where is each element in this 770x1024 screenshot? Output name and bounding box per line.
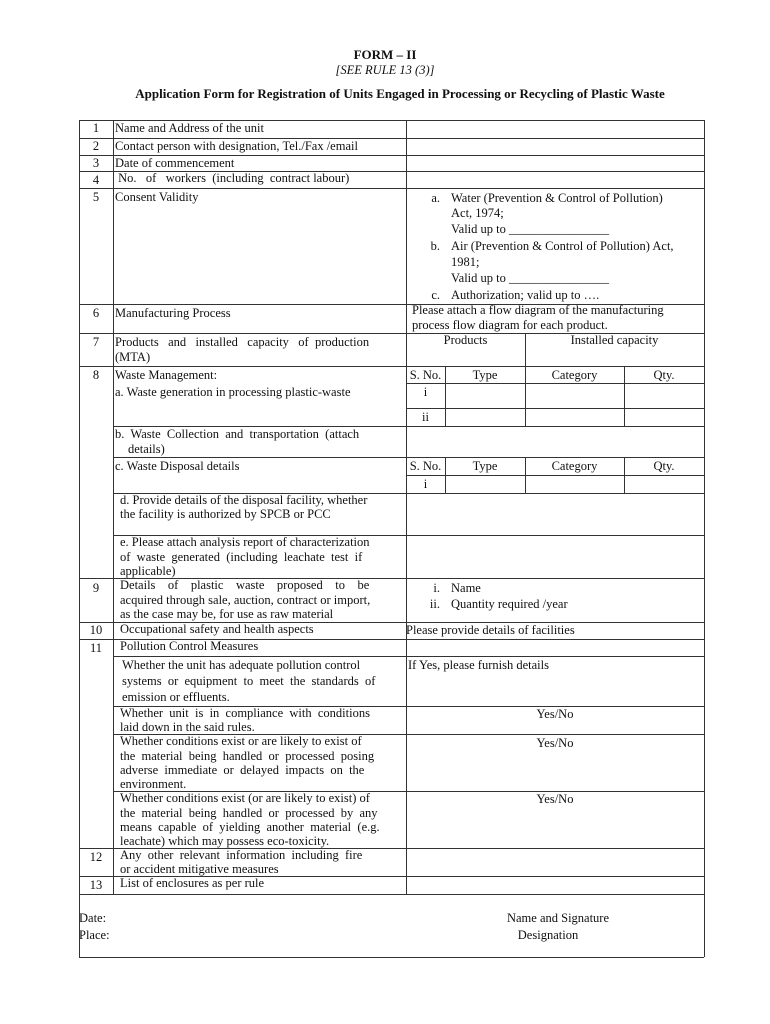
raw-material-label-2: acquired through sale, auction, contract or import, [120, 593, 371, 607]
pollution-q4-line2: the material being handled or processed by any [120, 806, 378, 820]
waste-collection-label: b. Waste Collection and transportation (attach [115, 427, 360, 441]
consent-b-valid: Valid up to ________________ [451, 271, 609, 285]
row-number-3: 3 [92, 156, 100, 170]
raw-material-ii-marker: ii. [429, 597, 440, 611]
pollution-q2-line2: laid down in the said rules. [120, 720, 255, 734]
generation-type-header: Type [472, 368, 498, 382]
pollution-q2-value: Yes/No [536, 707, 574, 721]
pollution-q1-line1: Whether the unit has adequate pollution control [122, 658, 361, 672]
disposal-type-header: Type [472, 459, 498, 473]
consent-c-marker: c. [431, 288, 440, 302]
raw-material-name: Name [451, 581, 481, 595]
consent-a-line1: Water (Prevention & Control of Pollution) [451, 191, 663, 205]
row-number-13: 13 [89, 878, 103, 892]
raw-material-quantity: Quantity required /year [451, 597, 568, 611]
consent-b-line1: Air (Prevention & Control of Pollution) Act, [451, 239, 674, 253]
pollution-q4-line1: Whether conditions exist (or are likely to exist) of [120, 791, 370, 805]
form-number: FORM – II [353, 47, 417, 62]
waste-disposal-label: c. Waste Disposal details [115, 459, 240, 473]
form-title: Application Form for Registration of Units Engaged in Processing or Recycling of Plastic Waste [135, 86, 665, 101]
contact-person-label: Contact person with designation, Tel./Fax /email [115, 139, 358, 153]
disposal-category-header: Category [551, 459, 598, 473]
waste-collection-label-2: details) [128, 442, 165, 456]
row-number-6: 6 [92, 306, 100, 320]
consent-b-marker: b. [430, 239, 440, 253]
commencement-date-label: Date of commencement [115, 156, 235, 170]
consent-validity-label: Consent Validity [115, 190, 199, 204]
row-number-7: 7 [92, 335, 100, 349]
products-capacity-unit: (MTA) [115, 350, 151, 364]
pollution-q1-line3: emission or effluents. [122, 690, 230, 704]
pollution-q3-line1: Whether conditions exist or are likely to exist of [120, 734, 362, 748]
other-info-label-2: or accident mitigative measures [120, 862, 279, 876]
consent-b-line2: 1981; [451, 255, 480, 269]
other-info-label-1: Any other relevant information including fire [120, 848, 363, 862]
manufacturing-process-value-1: Please attach a flow diagram of the manufacturing [412, 303, 664, 317]
row-number-12: 12 [89, 850, 103, 864]
waste-management-label: Waste Management: [115, 368, 218, 382]
row-number-10: 10 [89, 623, 103, 637]
disposal-sno-header: S. No. [409, 459, 442, 473]
manufacturing-process-value-2: process flow diagram for each product. [412, 318, 608, 332]
pollution-q3-value: Yes/No [536, 736, 574, 750]
pollution-q4-line3: means capable of yielding another material (e.g. [120, 820, 380, 834]
row-number-2: 2 [92, 139, 100, 153]
pollution-q1-value: If Yes, please furnish details [408, 658, 549, 672]
row-number-4: 4 [92, 173, 100, 187]
generation-category-header: Category [551, 368, 598, 382]
workers-count-label: No. of workers (including contract labour) [115, 171, 350, 185]
unit-name-address-label: Name and Address of the unit [115, 121, 264, 135]
pollution-q4-value: Yes/No [536, 792, 574, 806]
date-label: Date: [79, 911, 107, 925]
occupational-safety-value: Please provide details of facilities [406, 623, 575, 637]
disposal-facility-label-1: d. Provide details of the disposal facility, whether [120, 493, 368, 507]
generation-sno-header: S. No. [409, 368, 442, 382]
disposal-row-i: i [423, 477, 428, 491]
pollution-q3-line4: environment. [120, 777, 187, 791]
manufacturing-process-label: Manufacturing Process [115, 306, 231, 320]
pollution-q3-line2: the material being handled or processed posing [120, 749, 375, 763]
name-signature-label: Name and Signature [506, 911, 610, 925]
products-column-header: Products [443, 333, 488, 347]
raw-material-label-1: Details of plastic waste proposed to be [120, 578, 370, 592]
pollution-q4-line4: leachate) which may possess eco-toxicity. [120, 834, 330, 848]
raw-material-label-3: as the case may be, for use as raw material [120, 607, 334, 621]
products-capacity-label: Products and installed capacity of production [115, 335, 370, 349]
enclosures-label: List of enclosures as per rule [120, 876, 265, 890]
consent-a-valid: Valid up to ________________ [451, 222, 609, 236]
raw-material-i-marker: i. [433, 581, 440, 595]
disposal-qty-header: Qty. [653, 459, 675, 473]
generation-qty-header: Qty. [653, 368, 675, 382]
occupational-safety-label: Occupational safety and health aspects [120, 622, 314, 636]
pollution-q1-line2: systems or equipment to meet the standards of [122, 674, 376, 688]
disposal-facility-label-2: the facility is authorized by SPCB or PCC [120, 507, 331, 521]
rule-reference: [SEE RULE 13 (3)] [335, 63, 435, 77]
pollution-q3-line3: adverse immediate or delayed impacts on the [120, 763, 365, 777]
row-number-11: 11 [89, 641, 103, 655]
consent-c-line1: Authorization; valid up to …. [451, 288, 600, 302]
consent-a-marker: a. [431, 191, 440, 205]
consent-a-line2: Act, 1974; [451, 206, 504, 220]
place-label: Place: [79, 928, 110, 942]
row-number-1: 1 [92, 121, 100, 135]
row-number-5: 5 [92, 190, 100, 204]
pollution-control-label: Pollution Control Measures [120, 639, 259, 653]
installed-capacity-column-header: Installed capacity [570, 333, 659, 347]
pollution-q2-line1: Whether unit is in compliance with conditions [120, 706, 370, 720]
row-number-8: 8 [92, 368, 100, 382]
analysis-report-label-1: e. Please attach analysis report of characterization [120, 535, 370, 549]
designation-label: Designation [517, 928, 579, 942]
row-number-9: 9 [92, 581, 100, 595]
generation-row-i: i [423, 385, 428, 399]
analysis-report-label-3: applicable) [120, 564, 176, 578]
analysis-report-label-2: of waste generated (including leachate test if [120, 550, 363, 564]
waste-generation-label: a. Waste generation in processing plastic-waste [115, 385, 351, 399]
generation-row-ii: ii [422, 410, 429, 424]
